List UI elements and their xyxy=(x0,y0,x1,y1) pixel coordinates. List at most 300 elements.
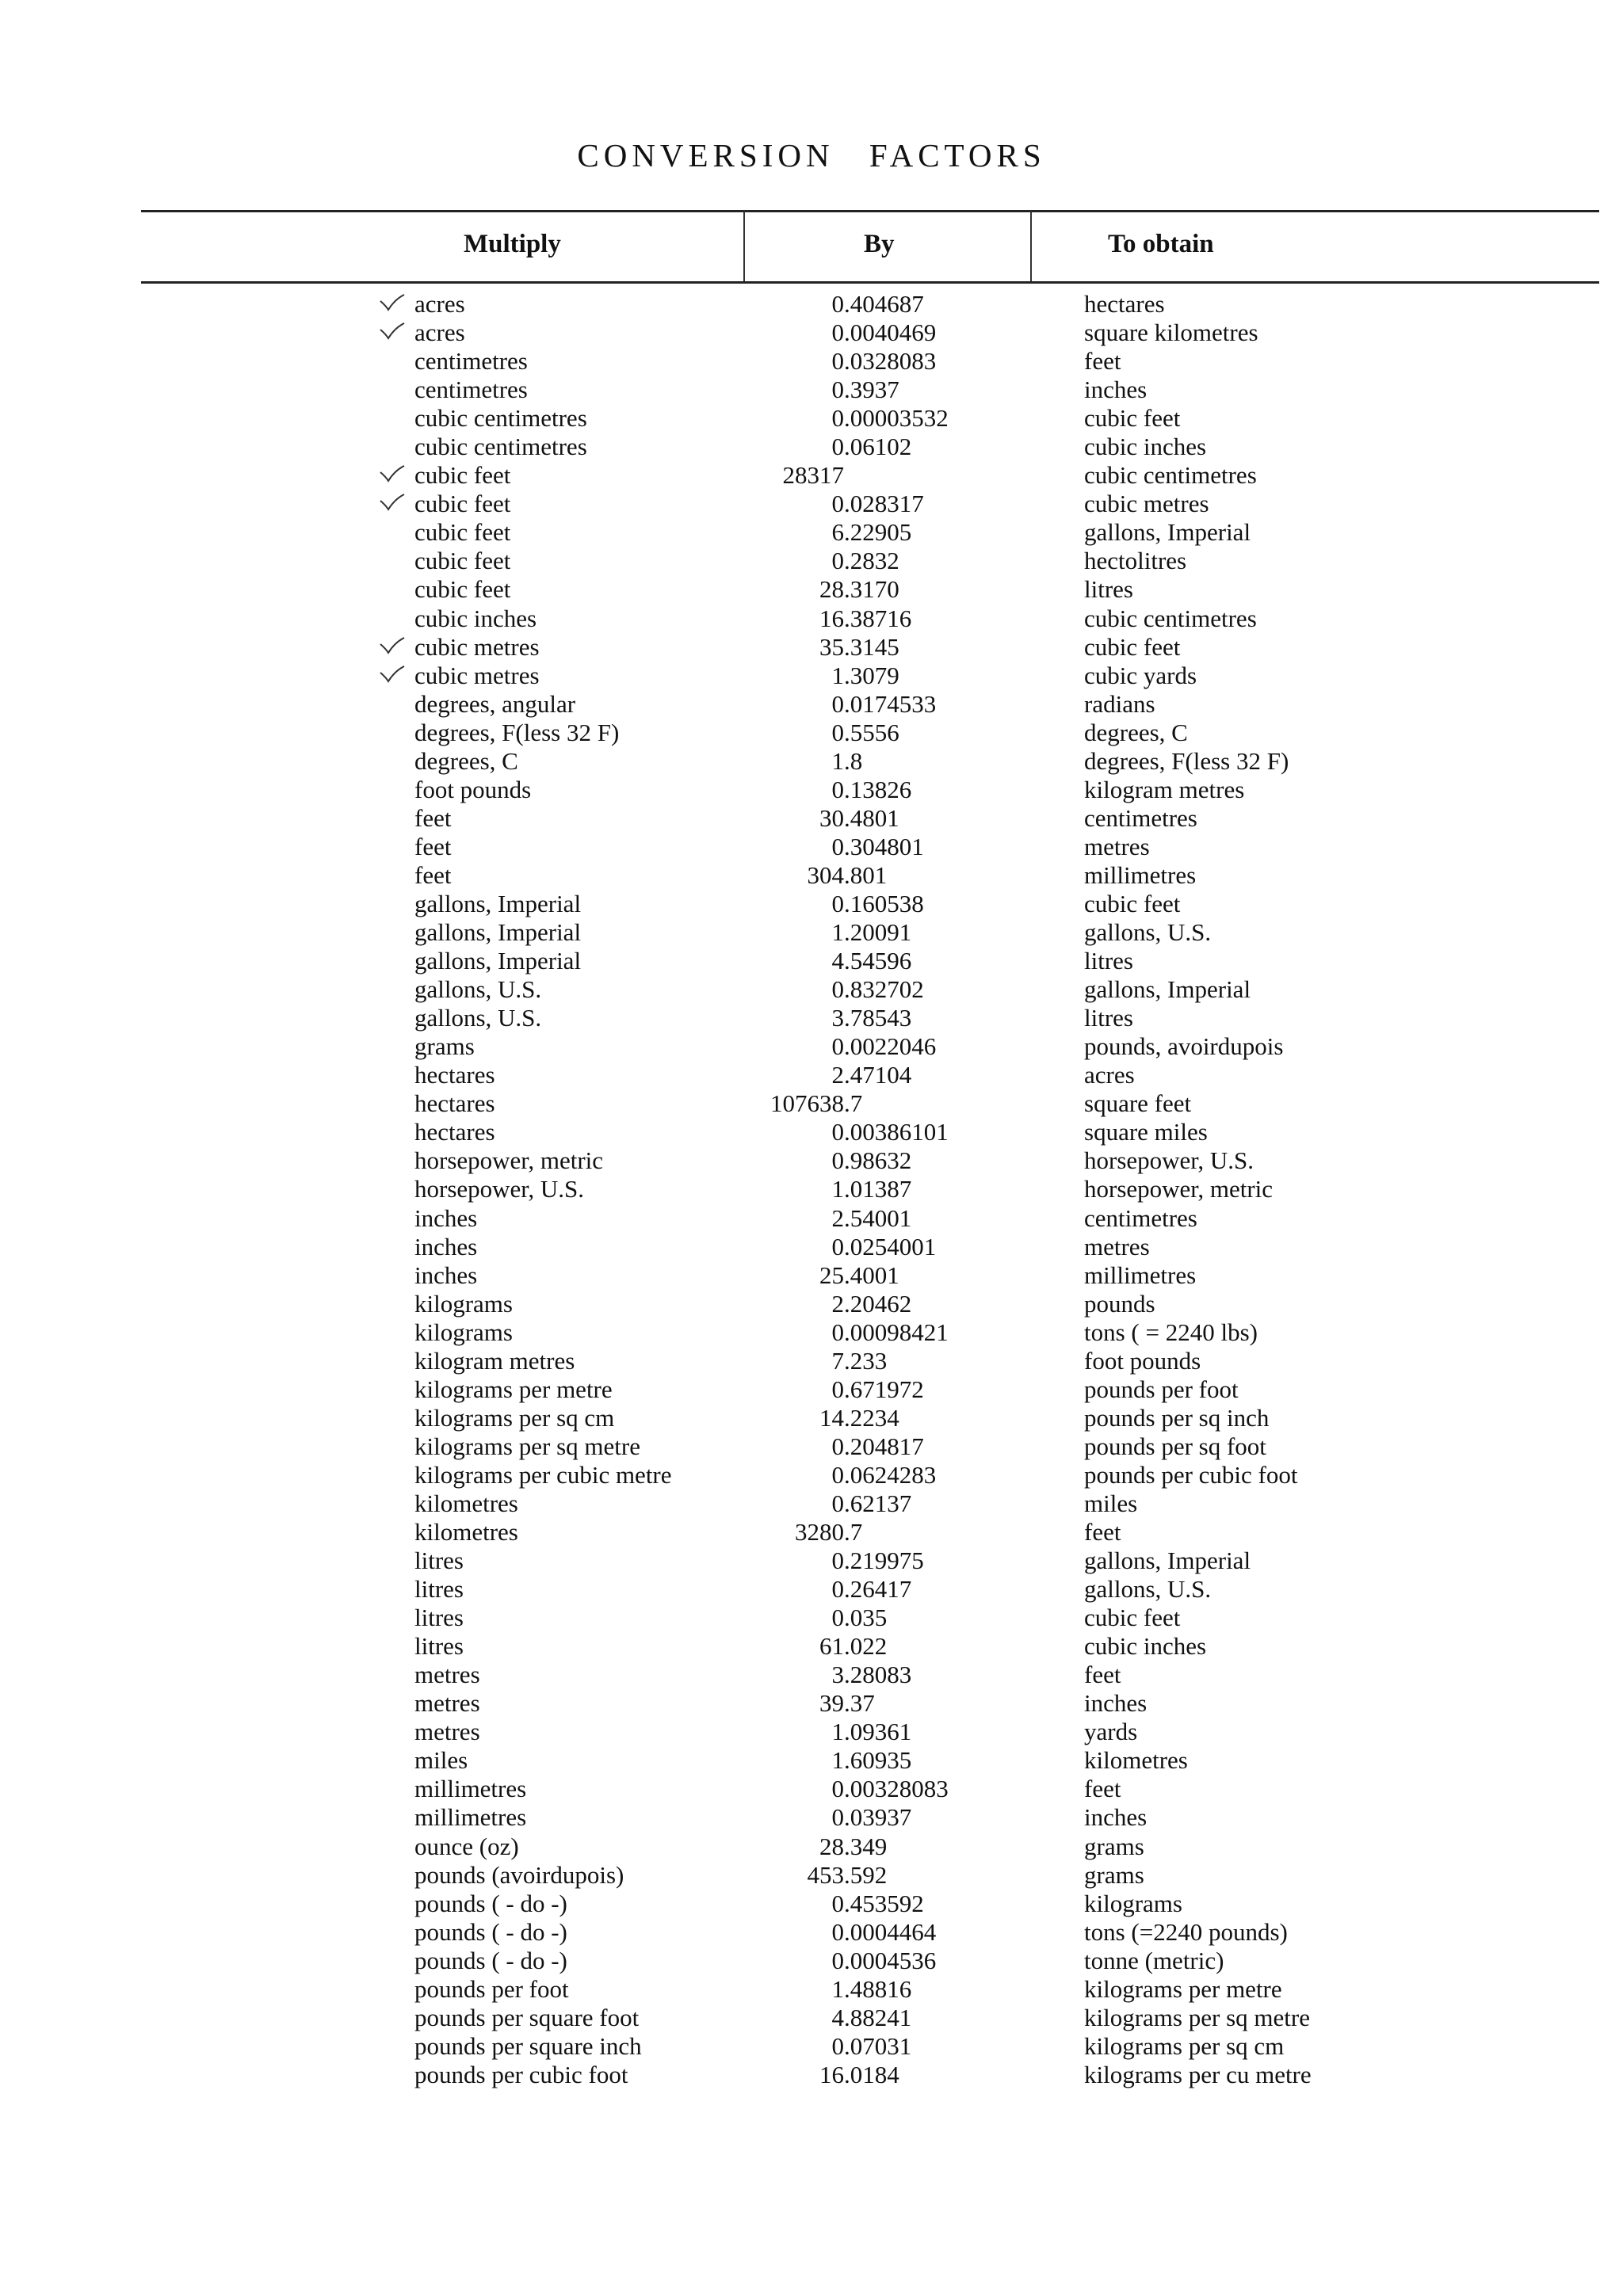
obtain-cell: pounds, avoirdupois xyxy=(1084,1032,1284,1061)
table-row xyxy=(0,1318,1623,1347)
handwritten-check-icon xyxy=(379,662,406,681)
obtain-cell: cubic feet xyxy=(1084,632,1181,661)
table-row xyxy=(0,975,1623,1004)
multiply-cell: millimetres xyxy=(414,1803,527,1832)
factor-integer-cell: 0 xyxy=(831,347,844,376)
multiply-cell: kilograms per metre xyxy=(414,1375,613,1403)
table-row xyxy=(0,490,1623,518)
table-row xyxy=(0,1861,1623,1890)
obtain-cell: feet xyxy=(1084,347,1121,376)
factor-integer-cell: 1 xyxy=(831,1175,844,1203)
handwritten-check-icon xyxy=(379,290,406,309)
factor-fraction-cell: .022 xyxy=(844,1632,888,1661)
factor-integer-cell: 0 xyxy=(831,889,844,917)
factor-fraction-cell: .20462 xyxy=(844,1289,912,1318)
multiply-cell: degrees, F(less 32 F) xyxy=(414,718,620,746)
table-row xyxy=(0,1175,1623,1203)
factor-integer-cell: 0 xyxy=(831,433,844,461)
page-title: CONVERSION FACTORS xyxy=(577,137,1046,174)
factor-integer-cell: 0 xyxy=(831,832,844,860)
obtain-cell: kilograms per cu metre xyxy=(1084,2060,1312,2088)
table-row xyxy=(0,1233,1623,1261)
multiply-cell: ounce (oz) xyxy=(414,1832,519,1860)
obtain-cell: hectares xyxy=(1084,290,1165,318)
table-row xyxy=(0,861,1623,890)
obtain-cell: kilograms per sq cm xyxy=(1084,2031,1285,2060)
obtain-cell: feet xyxy=(1084,1775,1121,1803)
multiply-cell: inches xyxy=(414,1203,478,1232)
factor-fraction-cell: .54001 xyxy=(844,1203,912,1232)
table-row xyxy=(0,1432,1623,1461)
handwritten-check-icon xyxy=(379,318,406,338)
table-row xyxy=(0,690,1623,719)
multiply-cell: kilogram metres xyxy=(414,1346,575,1375)
obtain-cell: inches xyxy=(1084,1803,1148,1832)
factor-integer-cell: 0 xyxy=(831,1604,844,1632)
obtain-cell: cubic yards xyxy=(1084,661,1197,689)
factor-integer-cell: 1 xyxy=(831,1974,844,2003)
multiply-cell: cubic feet xyxy=(414,461,511,490)
obtain-cell: centimetres xyxy=(1084,1203,1197,1232)
multiply-cell: pounds ( - do -) xyxy=(414,1889,567,1917)
table-row xyxy=(0,918,1623,947)
table-row xyxy=(0,1375,1623,1404)
multiply-cell: pounds ( - do -) xyxy=(414,1946,567,1974)
factor-integer-cell: 6 xyxy=(831,518,844,547)
obtain-cell: grams xyxy=(1084,1832,1144,1860)
factor-integer-cell: 28317 xyxy=(782,461,844,490)
factor-integer-cell: 0 xyxy=(831,718,844,746)
conversion-table-body xyxy=(0,290,1623,2089)
factor-fraction-cell: .7 xyxy=(844,1089,863,1118)
obtain-cell: square kilometres xyxy=(1084,318,1258,347)
factor-fraction-cell: .13826 xyxy=(844,775,912,803)
handwritten-check-icon xyxy=(379,633,406,652)
table-row xyxy=(0,1461,1623,1489)
multiply-cell: gallons, U.S. xyxy=(414,975,542,1004)
factor-fraction-cell: .2832 xyxy=(844,547,899,575)
factor-integer-cell: 107638 xyxy=(770,1089,844,1118)
factor-fraction-cell: .7 xyxy=(844,1518,863,1547)
obtain-cell: litres xyxy=(1084,947,1133,975)
obtain-cell: cubic inches xyxy=(1084,1632,1207,1661)
multiply-cell: gallons, U.S. xyxy=(414,1004,542,1032)
factor-fraction-cell: .3937 xyxy=(844,376,899,404)
factor-fraction-cell: .3079 xyxy=(844,661,899,689)
factor-integer-cell: 0 xyxy=(831,1432,844,1460)
multiply-cell: cubic metres xyxy=(414,632,540,661)
multiply-cell: pounds (avoirdupois) xyxy=(414,1860,624,1889)
obtain-cell: cubic inches xyxy=(1084,433,1207,461)
table-row xyxy=(0,1204,1623,1233)
factor-fraction-cell: .0040469 xyxy=(844,318,937,347)
factor-integer-cell: 0 xyxy=(831,547,844,575)
multiply-cell: centimetres xyxy=(414,376,528,404)
factor-integer-cell: 1 xyxy=(831,1746,844,1775)
obtain-cell: foot pounds xyxy=(1084,1346,1201,1375)
obtain-cell: pounds per sq inch xyxy=(1084,1403,1270,1432)
multiply-cell: pounds per square inch xyxy=(414,2031,642,2060)
factor-fraction-cell: .0004536 xyxy=(844,1946,937,1974)
table-row xyxy=(0,376,1623,404)
factor-integer-cell: 453 xyxy=(807,1860,844,1889)
multiply-cell: grams xyxy=(414,1032,475,1061)
obtain-cell: cubic feet xyxy=(1084,1604,1181,1632)
multiply-cell: foot pounds xyxy=(414,775,532,803)
obtain-cell: cubic centimetres xyxy=(1084,604,1257,632)
factor-integer-cell: 0 xyxy=(831,1032,844,1061)
obtain-cell: tonne (metric) xyxy=(1084,1946,1224,1974)
factor-integer-cell: 25 xyxy=(819,1261,844,1289)
factor-integer-cell: 3 xyxy=(831,1004,844,1032)
factor-integer-cell: 14 xyxy=(819,1403,844,1432)
table-row xyxy=(0,804,1623,833)
factor-integer-cell: 0 xyxy=(831,1889,844,1917)
multiply-cell: metres xyxy=(414,1689,480,1718)
multiply-cell: cubic feet xyxy=(414,575,511,604)
table-row xyxy=(0,433,1623,461)
table-row xyxy=(0,747,1623,776)
factor-integer-cell: 0 xyxy=(831,318,844,347)
factor-integer-cell: 16 xyxy=(819,604,844,632)
factor-fraction-cell: .00328083 xyxy=(844,1775,949,1803)
multiply-cell: litres xyxy=(414,1632,464,1661)
table-header-rule xyxy=(141,281,1599,284)
obtain-cell: hectolitres xyxy=(1084,547,1187,575)
table-row xyxy=(0,1661,1623,1689)
factor-fraction-cell: .204817 xyxy=(844,1432,924,1460)
table-row xyxy=(0,1261,1623,1290)
factor-integer-cell: 0 xyxy=(831,1946,844,1974)
factor-fraction-cell: .48816 xyxy=(844,1974,912,2003)
table-row xyxy=(0,1004,1623,1032)
table-row xyxy=(0,1404,1623,1432)
factor-fraction-cell: .62137 xyxy=(844,1489,912,1517)
obtain-cell: square feet xyxy=(1084,1089,1192,1118)
factor-integer-cell: 304 xyxy=(807,860,844,889)
factor-fraction-cell: .98632 xyxy=(844,1146,912,1175)
table-row xyxy=(0,347,1623,376)
handwritten-check-icon xyxy=(379,461,406,480)
factor-fraction-cell: .37 xyxy=(844,1689,875,1718)
multiply-cell: horsepower, metric xyxy=(414,1146,604,1175)
table-row xyxy=(0,662,1623,690)
factor-fraction-cell: .233 xyxy=(844,1346,888,1375)
obtain-cell: kilogram metres xyxy=(1084,775,1245,803)
factor-integer-cell: 0 xyxy=(831,1146,844,1175)
factor-integer-cell: 0 xyxy=(831,2031,844,2060)
multiply-cell: pounds per square foot xyxy=(414,2003,640,2031)
table-row xyxy=(0,719,1623,747)
multiply-cell: kilograms per sq metre xyxy=(414,1432,640,1460)
obtain-cell: cubic centimetres xyxy=(1084,461,1257,490)
factor-integer-cell: 4 xyxy=(831,2003,844,2031)
factor-fraction-cell: .03937 xyxy=(844,1803,912,1832)
obtain-cell: kilometres xyxy=(1084,1746,1188,1775)
factor-integer-cell: 0 xyxy=(831,1917,844,1946)
multiply-cell: horsepower, U.S. xyxy=(414,1175,585,1203)
handwritten-check-icon xyxy=(379,490,406,509)
multiply-cell: kilometres xyxy=(414,1489,518,1517)
obtain-cell: litres xyxy=(1084,1004,1133,1032)
factor-integer-cell: 0 xyxy=(831,975,844,1004)
factor-integer-cell: 16 xyxy=(819,2060,844,2088)
obtain-cell: yards xyxy=(1084,1718,1138,1746)
table-row xyxy=(0,404,1623,433)
factor-fraction-cell: .4801 xyxy=(844,803,899,832)
table-row xyxy=(0,947,1623,975)
obtain-cell: pounds xyxy=(1084,1289,1155,1318)
factor-integer-cell: 1 xyxy=(831,918,844,947)
obtain-cell: metres xyxy=(1084,1232,1150,1261)
obtain-cell: gallons, Imperial xyxy=(1084,1547,1251,1575)
obtain-cell: tons ( = 2240 lbs) xyxy=(1084,1318,1258,1346)
factor-integer-cell: 0 xyxy=(831,1489,844,1517)
obtain-cell: horsepower, U.S. xyxy=(1084,1146,1254,1175)
factor-fraction-cell: .00003532 xyxy=(844,404,949,433)
multiply-cell: acres xyxy=(414,318,465,347)
multiply-cell: feet xyxy=(414,860,452,889)
table-row xyxy=(0,2004,1623,2032)
obtain-cell: degrees, F(less 32 F) xyxy=(1084,746,1289,775)
multiply-cell: acres xyxy=(414,290,465,318)
factor-integer-cell: 0 xyxy=(831,1375,844,1403)
factor-integer-cell: 7 xyxy=(831,1346,844,1375)
multiply-cell: metres xyxy=(414,1661,480,1689)
factor-integer-cell: 0 xyxy=(831,1547,844,1575)
factor-integer-cell: 4 xyxy=(831,947,844,975)
multiply-cell: kilograms xyxy=(414,1289,513,1318)
factor-fraction-cell: .07031 xyxy=(844,2031,912,2060)
column-divider xyxy=(743,211,745,281)
obtain-cell: pounds per cubic foot xyxy=(1084,1460,1298,1489)
multiply-cell: kilometres xyxy=(414,1518,518,1547)
table-row xyxy=(0,1746,1623,1775)
obtain-cell: gallons, Imperial xyxy=(1084,518,1251,547)
multiply-cell: kilograms xyxy=(414,1318,513,1346)
header-by: By xyxy=(864,230,895,258)
table-row xyxy=(0,1833,1623,1861)
multiply-cell: inches xyxy=(414,1261,478,1289)
multiply-cell: millimetres xyxy=(414,1775,527,1803)
factor-fraction-cell: .304801 xyxy=(844,832,924,860)
factor-fraction-cell: .26417 xyxy=(844,1575,912,1604)
factor-fraction-cell: .592 xyxy=(844,1860,888,1889)
obtain-cell: cubic metres xyxy=(1084,490,1209,518)
multiply-cell: hectares xyxy=(414,1118,495,1146)
factor-fraction-cell: .453592 xyxy=(844,1889,924,1917)
obtain-cell: square miles xyxy=(1084,1118,1208,1146)
multiply-cell: miles xyxy=(414,1746,468,1775)
factor-integer-cell: 3 xyxy=(831,1661,844,1689)
factor-integer-cell: 35 xyxy=(819,632,844,661)
table-row xyxy=(0,318,1623,347)
factor-fraction-cell: .88241 xyxy=(844,2003,912,2031)
factor-fraction-cell: .8 xyxy=(844,746,863,775)
table-row xyxy=(0,1975,1623,2004)
obtain-cell: inches xyxy=(1084,1689,1148,1718)
table-row xyxy=(0,1061,1623,1089)
factor-fraction-cell: .219975 xyxy=(844,1547,924,1575)
multiply-cell: kilograms per sq cm xyxy=(414,1403,615,1432)
obtain-cell: feet xyxy=(1084,1518,1121,1547)
obtain-cell: kilograms xyxy=(1084,1889,1182,1917)
factor-integer-cell: 0 xyxy=(831,1803,844,1832)
table-row xyxy=(0,1604,1623,1632)
factor-integer-cell: 39 xyxy=(819,1689,844,1718)
obtain-cell: kilograms per metre xyxy=(1084,1974,1282,2003)
multiply-cell: cubic centimetres xyxy=(414,404,587,433)
table-row xyxy=(0,518,1623,547)
table-row xyxy=(0,1547,1623,1575)
multiply-cell: pounds per cubic foot xyxy=(414,2060,628,2088)
factor-fraction-cell: .47104 xyxy=(844,1061,912,1089)
factor-integer-cell: 1 xyxy=(831,1718,844,1746)
factor-fraction-cell: .38716 xyxy=(844,604,912,632)
obtain-cell: pounds per sq foot xyxy=(1084,1432,1266,1460)
multiply-cell: gallons, Imperial xyxy=(414,947,582,975)
table-row xyxy=(0,2061,1623,2089)
multiply-cell: feet xyxy=(414,803,452,832)
multiply-cell: cubic metres xyxy=(414,661,540,689)
multiply-cell: cubic feet xyxy=(414,547,511,575)
factor-integer-cell: 0 xyxy=(831,775,844,803)
multiply-cell: pounds ( - do -) xyxy=(414,1917,567,1946)
obtain-cell: millimetres xyxy=(1084,1261,1197,1289)
multiply-cell: hectares xyxy=(414,1061,495,1089)
table-row xyxy=(0,2032,1623,2061)
table-row xyxy=(0,290,1623,318)
factor-integer-cell: 0 xyxy=(831,404,844,433)
factor-fraction-cell: .00386101 xyxy=(844,1118,949,1146)
factor-fraction-cell: .01387 xyxy=(844,1175,912,1203)
factor-integer-cell: 0 xyxy=(831,1318,844,1346)
obtain-cell: inches xyxy=(1084,376,1148,404)
obtain-cell: grams xyxy=(1084,1860,1144,1889)
factor-integer-cell: 0 xyxy=(831,1775,844,1803)
factor-fraction-cell: .0254001 xyxy=(844,1232,937,1261)
obtain-cell: feet xyxy=(1084,1661,1121,1689)
table-row xyxy=(0,1632,1623,1661)
multiply-cell: feet xyxy=(414,832,452,860)
table-row xyxy=(0,461,1623,490)
obtain-cell: cubic feet xyxy=(1084,404,1181,433)
table-row xyxy=(0,1146,1623,1175)
factor-fraction-cell: .035 xyxy=(844,1604,888,1632)
table-row xyxy=(0,1089,1623,1118)
multiply-cell: cubic centimetres xyxy=(414,433,587,461)
factor-integer-cell: 2 xyxy=(831,1061,844,1089)
factor-fraction-cell: .0184 xyxy=(844,2060,899,2088)
multiply-cell: hectares xyxy=(414,1089,495,1118)
obtain-cell: centimetres xyxy=(1084,803,1197,832)
table-row xyxy=(0,1775,1623,1803)
factor-fraction-cell: .0174533 xyxy=(844,689,937,718)
factor-fraction-cell: .0624283 xyxy=(844,1460,937,1489)
factor-integer-cell: 30 xyxy=(819,803,844,832)
factor-integer-cell: 0 xyxy=(831,290,844,318)
multiply-cell: gallons, Imperial xyxy=(414,918,582,947)
table-row xyxy=(0,1518,1623,1547)
obtain-cell: radians xyxy=(1084,689,1155,718)
table-row xyxy=(0,605,1623,633)
table-row xyxy=(0,1918,1623,1947)
table-row xyxy=(0,575,1623,604)
multiply-cell: gallons, Imperial xyxy=(414,889,582,917)
table-top-rule xyxy=(141,210,1599,212)
factor-integer-cell: 1 xyxy=(831,746,844,775)
obtain-cell: gallons, U.S. xyxy=(1084,918,1212,947)
table-row xyxy=(0,1118,1623,1146)
factor-fraction-cell: .2234 xyxy=(844,1403,899,1432)
table-row xyxy=(0,1290,1623,1318)
table-row xyxy=(0,890,1623,918)
table-row xyxy=(0,833,1623,861)
multiply-cell: degrees, angular xyxy=(414,689,576,718)
factor-integer-cell: 28 xyxy=(819,575,844,604)
factor-integer-cell: 3280 xyxy=(795,1518,844,1547)
factor-fraction-cell: .5556 xyxy=(844,718,899,746)
factor-fraction-cell: .60935 xyxy=(844,1746,912,1775)
factor-fraction-cell: .06102 xyxy=(844,433,912,461)
multiply-cell: cubic feet xyxy=(414,490,511,518)
multiply-cell: litres xyxy=(414,1604,464,1632)
factor-integer-cell: 0 xyxy=(831,1118,844,1146)
multiply-cell: metres xyxy=(414,1718,480,1746)
multiply-cell: kilograms per cubic metre xyxy=(414,1460,672,1489)
factor-integer-cell: 0 xyxy=(831,689,844,718)
obtain-cell: pounds per foot xyxy=(1084,1375,1239,1403)
multiply-cell: litres xyxy=(414,1575,464,1604)
factor-fraction-cell: .54596 xyxy=(844,947,912,975)
factor-fraction-cell: .22905 xyxy=(844,518,912,547)
factor-integer-cell: 0 xyxy=(831,1575,844,1604)
column-divider xyxy=(1030,211,1032,281)
header-multiply: Multiply xyxy=(464,230,561,258)
factor-fraction-cell: .0328083 xyxy=(844,347,937,376)
multiply-cell: centimetres xyxy=(414,347,528,376)
obtain-cell: kilograms per sq metre xyxy=(1084,2003,1310,2031)
obtain-cell: millimetres xyxy=(1084,860,1197,889)
obtain-cell: miles xyxy=(1084,1489,1138,1517)
factor-integer-cell: 0 xyxy=(831,376,844,404)
factor-fraction-cell: .78543 xyxy=(844,1004,912,1032)
factor-fraction-cell: .801 xyxy=(844,860,888,889)
header-to-obtain: To obtain xyxy=(1108,230,1214,258)
obtain-cell: horsepower, metric xyxy=(1084,1175,1274,1203)
table-row xyxy=(0,1947,1623,1975)
multiply-cell: cubic feet xyxy=(414,518,511,547)
obtain-cell: gallons, Imperial xyxy=(1084,975,1251,1004)
obtain-cell: litres xyxy=(1084,575,1133,604)
factor-fraction-cell: .28083 xyxy=(844,1661,912,1689)
factor-fraction-cell: .0022046 xyxy=(844,1032,937,1061)
multiply-cell: pounds per foot xyxy=(414,1974,569,2003)
factor-integer-cell: 0 xyxy=(831,490,844,518)
obtain-cell: degrees, C xyxy=(1084,718,1188,746)
obtain-cell: acres xyxy=(1084,1061,1135,1089)
obtain-cell: metres xyxy=(1084,832,1150,860)
table-row xyxy=(0,1718,1623,1746)
factor-fraction-cell: .4001 xyxy=(844,1261,899,1289)
multiply-cell: degrees, C xyxy=(414,746,518,775)
table-row xyxy=(0,1347,1623,1375)
table-row xyxy=(0,1032,1623,1061)
factor-integer-cell: 28 xyxy=(819,1832,844,1860)
factor-fraction-cell: .160538 xyxy=(844,889,924,917)
table-row xyxy=(0,1575,1623,1604)
factor-fraction-cell: .3145 xyxy=(844,632,899,661)
